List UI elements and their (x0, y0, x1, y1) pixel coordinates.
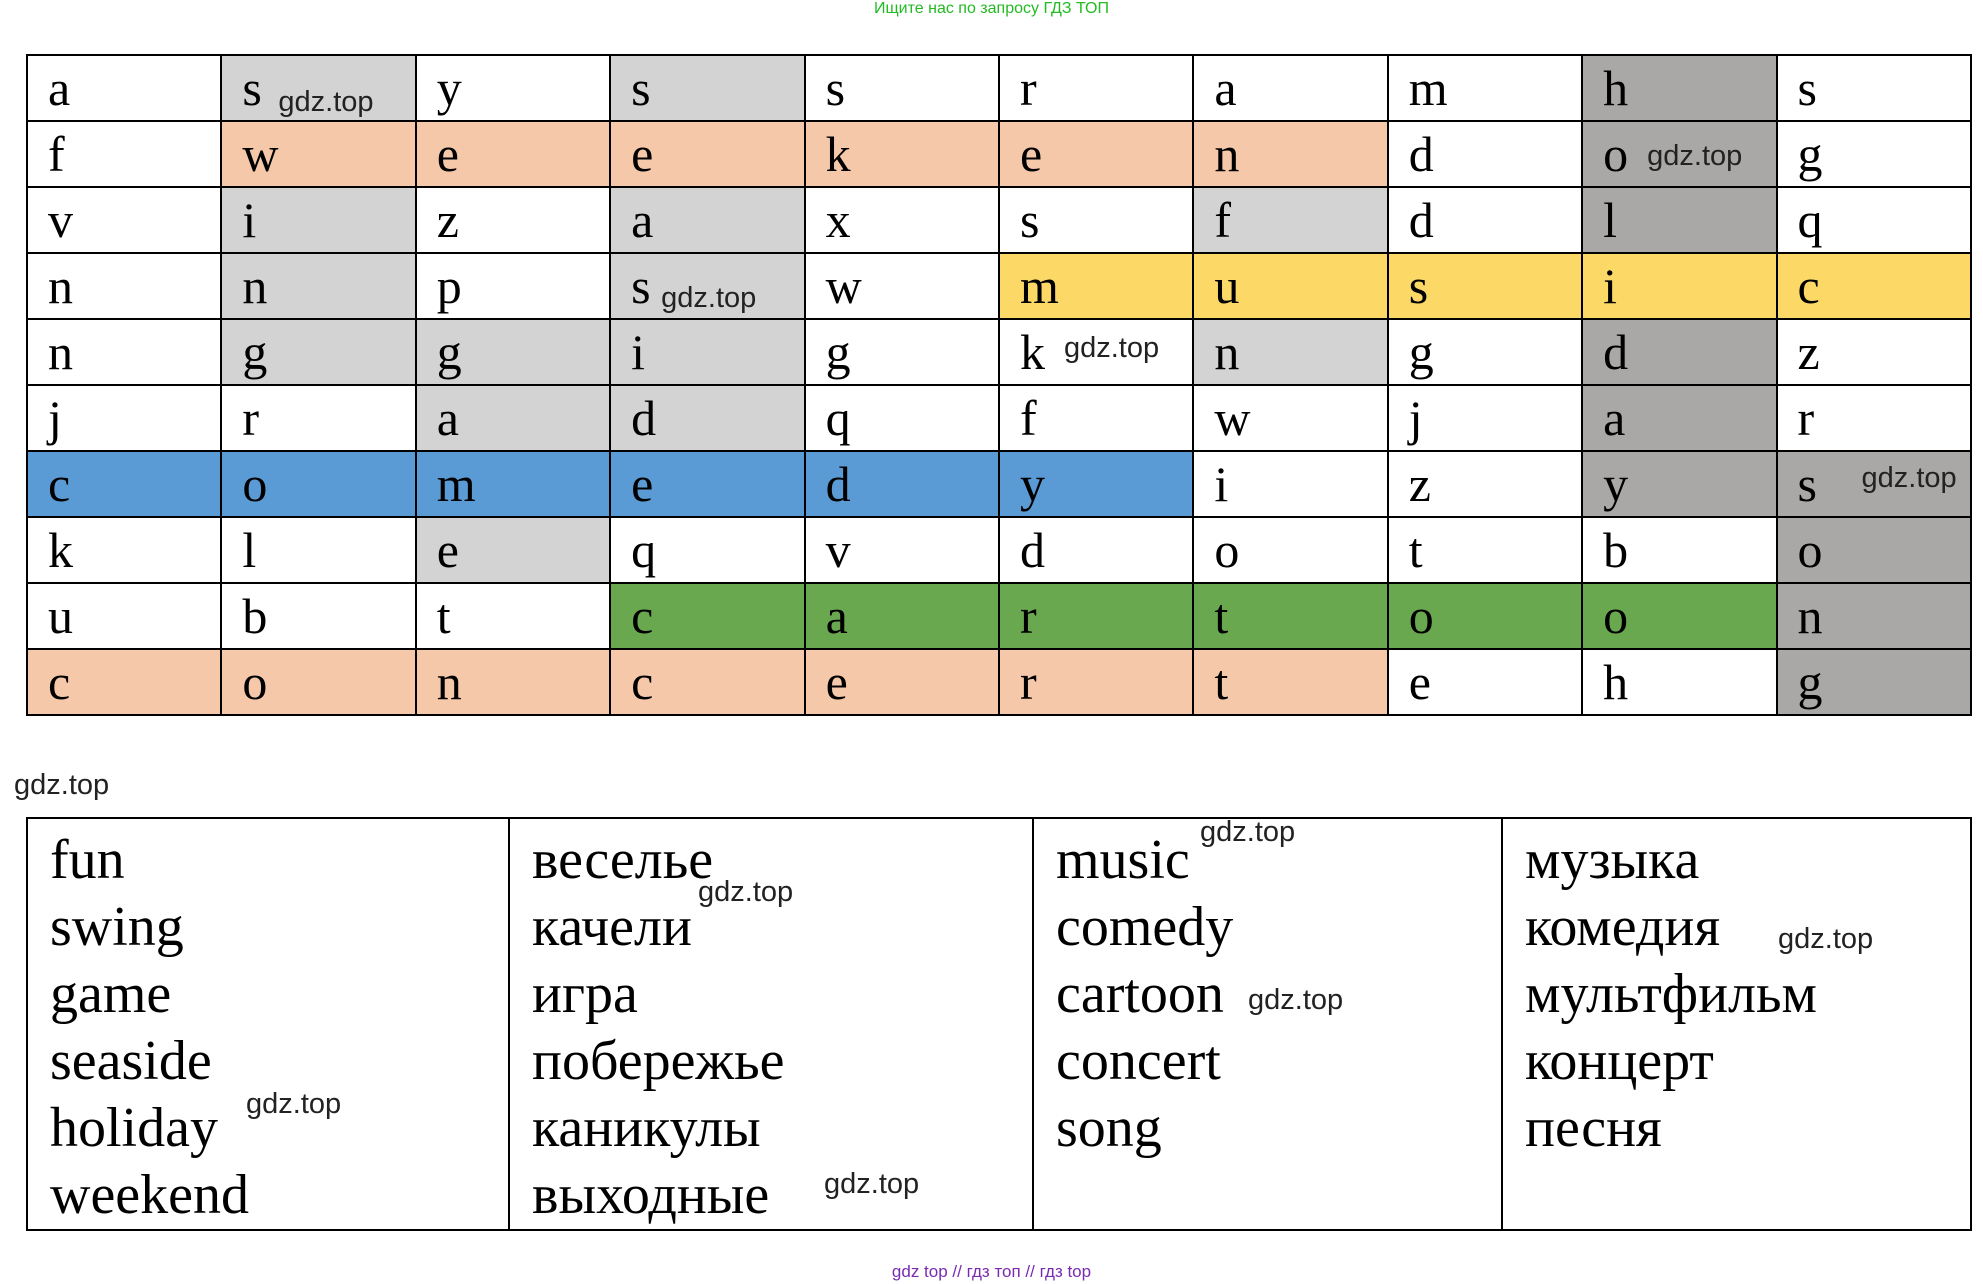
grid-cell (1582, 253, 1776, 319)
grid-cell (1582, 517, 1776, 583)
grid-letter: n (48, 324, 73, 380)
grid-letter: g (1408, 324, 1434, 380)
grid-cell (416, 253, 610, 319)
vocab-word: концерт (1525, 1030, 1714, 1092)
vocab-word: веселье (532, 829, 714, 891)
grid-cell (805, 319, 999, 385)
grid-letter: s (631, 60, 651, 116)
watermark: gdz.top (698, 876, 794, 908)
word-search-grid (26, 54, 1972, 716)
grid-letter: e (825, 654, 848, 710)
grid-cell (1777, 583, 1971, 649)
grid-letter: e (631, 456, 654, 512)
grid-letter: e (1408, 654, 1431, 710)
header-note: Ищите нас по запросу ГДЗ ТОП (874, 0, 1109, 17)
grid-letter: w (1214, 390, 1251, 446)
grid-cell (27, 253, 221, 319)
grid-letter: i (1603, 258, 1618, 314)
watermark: gdz.top (14, 769, 110, 801)
vocab-col-english-1 (27, 818, 509, 1230)
grid-cell (416, 187, 610, 253)
watermark: gdz.top (824, 1168, 920, 1200)
grid-cell (999, 451, 1193, 517)
grid-row (27, 385, 1971, 451)
grid-letter: y (1603, 456, 1629, 512)
grid-cell (221, 385, 415, 451)
grid-letter: d (825, 456, 851, 512)
grid-letter: r (1019, 60, 1037, 116)
vocab-word: seaside (50, 1030, 212, 1092)
vocab-word: song (1056, 1097, 1162, 1159)
grid-letter: w (825, 258, 862, 314)
grid-letter: c (631, 588, 654, 644)
grid-letter: a (1603, 390, 1626, 446)
grid-letter: a (825, 588, 848, 644)
grid-letter: z (1797, 324, 1820, 380)
grid-cell (1388, 451, 1582, 517)
grid-cell (1388, 385, 1582, 451)
vocab-word: cartoon (1056, 963, 1224, 1025)
grid-cell (221, 649, 415, 715)
watermark: gdz.top (1861, 462, 1957, 494)
grid-cell (999, 253, 1193, 319)
grid-letter: k (825, 126, 851, 182)
grid-cell (999, 385, 1193, 451)
grid-cell (221, 517, 415, 583)
grid-letter: f (1019, 390, 1037, 446)
grid-cell (27, 187, 221, 253)
grid-cell (1193, 517, 1387, 583)
watermark: gdz.top (246, 1088, 342, 1120)
grid-cell (999, 649, 1193, 715)
grid-letter: i (1214, 456, 1229, 512)
grid-cell (1582, 385, 1776, 451)
grid-cell (1582, 319, 1776, 385)
vocab-word: game (50, 963, 172, 1025)
grid-letter: e (631, 126, 654, 182)
grid-letter: x (825, 192, 851, 248)
watermark: gdz.top (1778, 923, 1874, 955)
vocab-word: игра (532, 963, 638, 1025)
grid-row (27, 121, 1971, 187)
grid-cell (1388, 649, 1582, 715)
grid-letter: d (1603, 324, 1629, 380)
grid-cell (1582, 55, 1776, 121)
grid-letter: u (1214, 258, 1240, 314)
watermark: gdz.top (1063, 332, 1160, 364)
grid-cell (1777, 517, 1971, 583)
grid-cell (27, 55, 221, 121)
grid-letter: c (48, 456, 71, 512)
grid-letter: o (242, 456, 268, 512)
vocab-word: музыка (1525, 829, 1700, 891)
grid-cell (221, 121, 415, 187)
grid-cell (999, 187, 1193, 253)
grid-cell (610, 517, 804, 583)
grid-cell (1582, 451, 1776, 517)
grid-cell (1193, 583, 1387, 649)
grid-letter: a (1214, 60, 1237, 116)
grid-cell (416, 451, 610, 517)
vocab-word: fun (50, 829, 125, 891)
watermark: gdz.top (1248, 984, 1344, 1016)
grid-cell (610, 583, 804, 649)
grid-row (27, 319, 1971, 385)
grid-letter: e (436, 126, 459, 182)
grid-cell (1193, 451, 1387, 517)
vocab-word: swing (50, 896, 184, 958)
grid-cell (805, 385, 999, 451)
grid-letter: a (631, 192, 654, 248)
grid-cell (805, 649, 999, 715)
grid-cell (1193, 55, 1387, 121)
grid-cell (416, 121, 610, 187)
grid-cell (999, 121, 1193, 187)
watermark: gdz.top (1200, 816, 1296, 848)
grid-row (27, 187, 1971, 253)
grid-letter: n (1797, 588, 1823, 644)
grid-cell (1193, 253, 1387, 319)
grid-letter: t (1214, 654, 1229, 710)
footer-note: gdz top // гдз топ // гдз top (891, 1262, 1092, 1281)
grid-letter: r (1019, 588, 1037, 644)
grid-cell (416, 649, 610, 715)
grid-cell (1777, 187, 1971, 253)
grid-letter: m (1019, 258, 1059, 314)
grid-letter: s (242, 60, 262, 116)
grid-letter: q (1797, 192, 1823, 248)
grid-cell (610, 55, 804, 121)
grid-letter: o (1603, 126, 1629, 182)
grid-letter: s (631, 258, 651, 314)
grid-letter: c (1797, 258, 1820, 314)
grid-letter: o (1408, 588, 1434, 644)
vocab-word: выходные (532, 1164, 770, 1226)
grid-letter: k (48, 522, 73, 578)
grid-letter: j (48, 390, 62, 446)
grid-letter: c (48, 654, 71, 710)
grid-row (27, 649, 1971, 715)
vocab-word: комедия (1525, 896, 1721, 958)
grid-letter: v (48, 192, 73, 248)
vocab-word: concert (1056, 1030, 1221, 1092)
grid-letter: u (48, 588, 73, 644)
grid-cell (1777, 649, 1971, 715)
vocab-word: music (1056, 829, 1190, 891)
grid-letter: z (1408, 456, 1431, 512)
grid-cell (1193, 187, 1387, 253)
grid-letter: n (1214, 324, 1240, 380)
vocab-col-russian-2 (1502, 818, 1971, 1230)
grid-cell (805, 517, 999, 583)
grid-letter: y (1019, 456, 1045, 512)
grid-letter: n (1214, 126, 1240, 182)
grid-cell (221, 451, 415, 517)
grid-letter: h (1603, 654, 1629, 710)
grid-cell (1777, 385, 1971, 451)
grid-letter: f (48, 126, 65, 182)
grid-cell (610, 649, 804, 715)
grid-letter: n (242, 258, 268, 314)
vocab-word: песня (1525, 1097, 1662, 1159)
grid-row (27, 253, 1971, 319)
grid-letter: m (436, 456, 476, 512)
grid-cell (1193, 385, 1387, 451)
grid-letter: i (631, 324, 646, 380)
grid-cell (1777, 319, 1971, 385)
grid-cell (805, 451, 999, 517)
grid-cell (416, 517, 610, 583)
grid-cell (1388, 187, 1582, 253)
grid-cell (416, 55, 610, 121)
grid-letter: l (242, 522, 257, 578)
grid-cell (805, 253, 999, 319)
vocabulary-table (26, 817, 1972, 1231)
grid-cell (1388, 55, 1582, 121)
grid-letter: q (631, 522, 657, 578)
grid-letter: s (825, 60, 846, 116)
grid-cell (805, 583, 999, 649)
grid-cell (1777, 55, 1971, 121)
grid-cell (805, 187, 999, 253)
grid-cell (805, 121, 999, 187)
grid-cell (27, 649, 221, 715)
grid-cell (1777, 121, 1971, 187)
grid-cell (221, 319, 415, 385)
grid-cell (610, 385, 804, 451)
grid-cell (416, 385, 610, 451)
grid-letter: b (242, 588, 268, 644)
grid-cell (1777, 253, 1971, 319)
watermark: gdz.top (278, 86, 374, 118)
grid-cell (27, 451, 221, 517)
grid-cell (999, 319, 1193, 385)
grid-cell (999, 55, 1193, 121)
grid-letter: a (436, 390, 459, 446)
grid-cell (27, 319, 221, 385)
grid-cell (999, 517, 1193, 583)
grid-letter: y (436, 60, 462, 116)
grid-letter: s (1797, 456, 1817, 512)
grid-letter: s (1019, 192, 1040, 248)
grid-cell (805, 55, 999, 121)
grid-letter: g (825, 324, 851, 380)
grid-letter: o (242, 654, 268, 710)
grid-cell (610, 253, 804, 319)
grid-cell (416, 319, 610, 385)
grid-cell (1777, 451, 1971, 517)
grid-cell (221, 187, 415, 253)
grid-letter: g (1797, 654, 1823, 710)
grid-cell (27, 583, 221, 649)
grid-letter: r (1797, 390, 1815, 446)
grid-cell (1388, 583, 1582, 649)
grid-cell (1193, 319, 1387, 385)
grid-letter: d (631, 390, 657, 446)
vocab-word: побережье (532, 1030, 785, 1092)
watermark: gdz.top (661, 282, 757, 314)
grid-cell (610, 187, 804, 253)
grid-letter: w (242, 126, 279, 182)
grid-letter: v (825, 522, 851, 578)
grid-cell (1582, 649, 1776, 715)
grid-cell (1582, 121, 1776, 187)
grid-letter: n (48, 258, 73, 314)
grid-letter: i (242, 192, 257, 248)
vocab-word: weekend (50, 1164, 250, 1226)
grid-letter: t (1408, 522, 1423, 578)
grid-letter: c (631, 654, 654, 710)
grid-letter: o (1603, 588, 1629, 644)
grid-letter: t (436, 588, 451, 644)
grid-letter: e (436, 522, 459, 578)
grid-cell (416, 583, 610, 649)
grid-cell (27, 385, 221, 451)
grid-letter: r (242, 390, 260, 446)
grid-cell (1388, 253, 1582, 319)
grid-row (27, 55, 1971, 121)
grid-letter: k (1019, 324, 1045, 380)
grid-cell (27, 517, 221, 583)
grid-letter: q (825, 390, 851, 446)
grid-letter: d (1408, 126, 1434, 182)
vocab-word: comedy (1056, 896, 1234, 958)
grid-letter: s (1408, 258, 1429, 314)
grid-cell (610, 319, 804, 385)
grid-letter: g (242, 324, 268, 380)
grid-letter: o (1797, 522, 1823, 578)
grid-letter: f (1214, 192, 1231, 248)
vocab-col-english-2 (1033, 818, 1502, 1230)
grid-cell (27, 121, 221, 187)
vocab-word: holiday (50, 1097, 218, 1159)
grid-cell (610, 121, 804, 187)
grid-letter: b (1603, 522, 1629, 578)
grid-cell (221, 253, 415, 319)
grid-cell (1582, 187, 1776, 253)
grid-row (27, 583, 1971, 649)
grid-cell (221, 583, 415, 649)
vocab-word: мультфильм (1525, 963, 1817, 1025)
grid-cell (1193, 121, 1387, 187)
grid-cell (1582, 583, 1776, 649)
grid-cell (610, 451, 804, 517)
grid-letter: o (1214, 522, 1240, 578)
grid-letter: m (1408, 60, 1448, 116)
grid-letter: g (436, 324, 462, 380)
grid-letter: e (1019, 126, 1043, 182)
grid-letter: a (48, 60, 71, 116)
grid-cell (1388, 121, 1582, 187)
grid-cell (1193, 649, 1387, 715)
grid-letter: d (1408, 192, 1434, 248)
grid-letter: n (436, 654, 462, 710)
grid-cell (1388, 517, 1582, 583)
grid-cell (221, 55, 415, 121)
grid-cell (999, 583, 1193, 649)
grid-letter: s (1797, 60, 1817, 116)
vocab-word: каникулы (532, 1097, 761, 1159)
watermark: gdz.top (1647, 140, 1743, 172)
grid-letter: h (1603, 60, 1629, 116)
grid-letter: z (436, 192, 459, 248)
grid-letter: j (1408, 390, 1423, 446)
grid-letter: p (436, 258, 462, 314)
grid-letter: r (1019, 654, 1037, 710)
grid-letter: g (1797, 126, 1823, 182)
vocab-word: качели (532, 896, 692, 958)
grid-cell (1388, 319, 1582, 385)
grid-letter: d (1019, 522, 1045, 578)
grid-letter: l (1603, 192, 1618, 248)
grid-row (27, 517, 1971, 583)
grid-letter: t (1214, 588, 1229, 644)
grid-row (27, 451, 1971, 517)
